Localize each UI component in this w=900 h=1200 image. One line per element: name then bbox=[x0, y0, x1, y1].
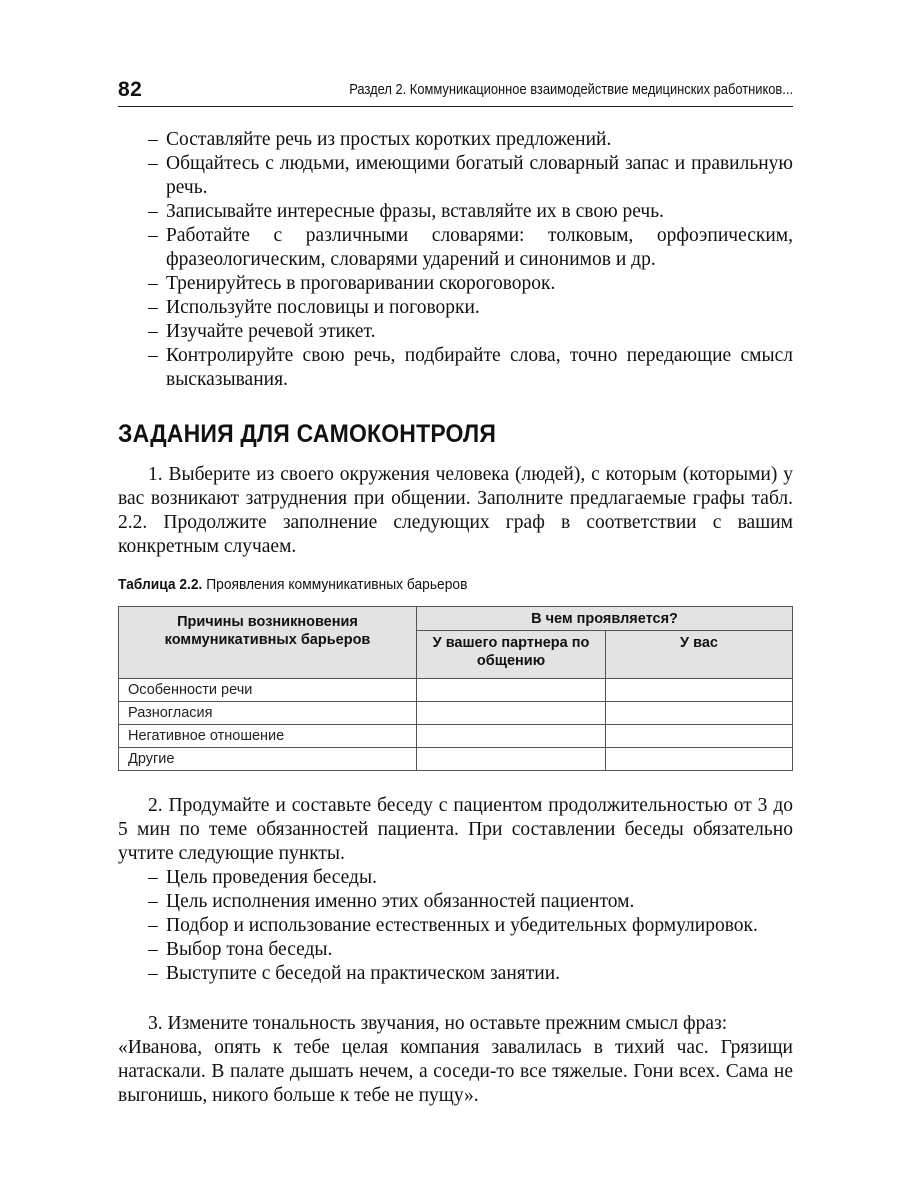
empty-cell bbox=[417, 725, 606, 748]
empty-cell bbox=[606, 679, 793, 702]
list-item: – Изучайте речевой этикет. bbox=[118, 320, 793, 344]
task-2-points bbox=[118, 866, 793, 986]
empty-cell bbox=[417, 679, 606, 702]
page-header bbox=[118, 76, 793, 107]
list-item: – Контролируйте свою речь, подбирайте слова, точно передающие смысл высказывания. bbox=[118, 344, 793, 392]
header-you: У вас bbox=[606, 631, 793, 679]
list-item: – Цель исполнения именно этих обязанностей пациентом. bbox=[118, 890, 793, 914]
list-item: – Цель проведения беседы. bbox=[118, 866, 793, 890]
list-item: – Выступите с беседой на практическом занятии. bbox=[118, 962, 793, 986]
running-title: Раздел 2. Коммуникационное взаимодействие медицинских работников... bbox=[349, 81, 793, 98]
list-item: – Подбор и использование естественных и убедительных формулировок. bbox=[118, 914, 793, 938]
recommendations-list bbox=[118, 128, 793, 392]
table-row bbox=[119, 679, 793, 702]
header-causes: Причины возникновения коммуникативных барьеров bbox=[119, 607, 417, 679]
list-item: – Работайте с различными словарями: толковым, орфоэпическим, фразеологическим, словарями ударений и синонимов и др. bbox=[118, 224, 793, 272]
task-2-text: 2. Продумайте и составьте беседу с пациентом продолжительностью от 3 до 5 мин по теме обязанностей пациента. При составлении беседы обязательно учтите следующие пункты. bbox=[118, 795, 793, 864]
empty-cell bbox=[606, 725, 793, 748]
barriers-table bbox=[118, 606, 793, 771]
list-item: – Общайтесь с людьми, имеющими богатый словарный запас и правильную речь. bbox=[118, 152, 793, 200]
row-label: Другие bbox=[119, 748, 417, 771]
empty-cell bbox=[606, 702, 793, 725]
task-3-text: 3. Измените тональность звучания, но оставьте прежним смысл фраз: bbox=[148, 1013, 728, 1034]
empty-cell bbox=[417, 748, 606, 771]
row-label: Особенности речи bbox=[119, 679, 417, 702]
header-where: В чем проявляется? bbox=[417, 607, 793, 631]
header-partner: У вашего партнера по общению bbox=[417, 631, 606, 679]
list-item: – Выбор тона беседы. bbox=[118, 938, 793, 962]
task-1-text: 1. Выберите из своего окружения человека (людей), с которым (которыми) у вас возникают затруднения при общении. Заполните предлагаемые графы табл. 2.2. Продолжите заполнение следующих граф в соответствии с вашим конкретным случаем. bbox=[118, 464, 793, 557]
page-number: 82 bbox=[118, 78, 143, 101]
table-caption-label: Таблица 2.2. bbox=[118, 576, 203, 593]
list-item: – Составляйте речь из простых коротких предложений. bbox=[118, 128, 793, 152]
task-3-quote: «Иванова, опять к тебе целая компания завалилась в тихий час. Грязищи натаскали. В палате дышать нечем, а соседи-то все тяжелые. Гони всех. Сама не выгонишь, никого больше к тебе не пущу». bbox=[118, 1037, 793, 1106]
list-item: – Записывайте интересные фразы, вставляйте их в свою речь. bbox=[118, 200, 793, 224]
list-item: – Тренируйтесь в проговаривании скороговорок. bbox=[118, 272, 793, 296]
empty-cell bbox=[417, 702, 606, 725]
table-row bbox=[119, 702, 793, 725]
table-row bbox=[119, 748, 793, 771]
table-caption bbox=[118, 576, 467, 593]
empty-cell bbox=[606, 748, 793, 771]
table-row bbox=[119, 725, 793, 748]
row-label: Негативное отношение bbox=[119, 725, 417, 748]
row-label: Разногласия bbox=[119, 702, 417, 725]
table-caption-text: Проявления коммуникативных барьеров bbox=[206, 576, 468, 593]
list-item: – Используйте пословицы и поговорки. bbox=[118, 296, 793, 320]
section-title: ЗАДАНИЯ ДЛЯ САМОКОНТРОЛЯ bbox=[118, 420, 497, 448]
